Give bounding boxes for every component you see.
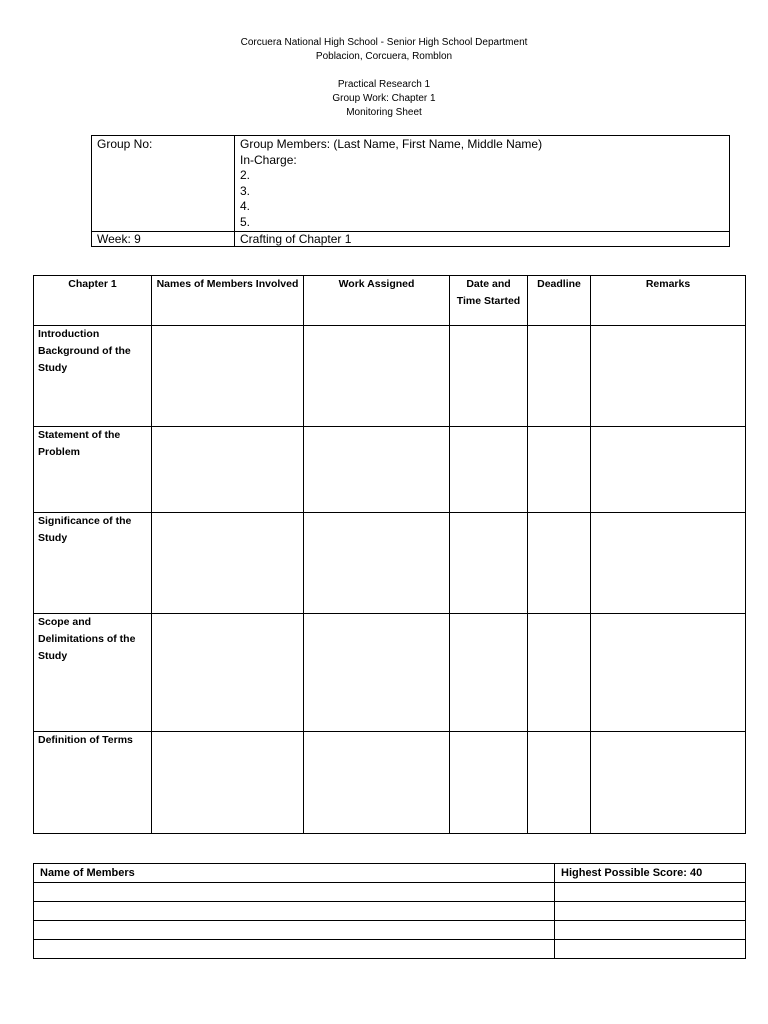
document-header [0,36,768,120]
cell-date[interactable] [450,326,528,427]
cell-work[interactable] [304,614,450,732]
task-cell [235,232,730,247]
member-name-cell[interactable] [34,940,555,959]
cell-work[interactable] [304,732,450,834]
group-work-title: Group Work: Chapter 1 [332,93,436,104]
header-remarks: Remarks [591,276,746,326]
cell-deadline[interactable] [528,513,591,614]
cell-members[interactable] [152,614,304,732]
group-members-label: Group Members: (Last Name, First Name, Middle Name) [240,137,543,151]
cell-deadline[interactable] [528,732,591,834]
table-row [34,940,746,959]
table-row [34,427,746,513]
cell-members[interactable] [152,732,304,834]
member-line-5: 5. [240,214,251,229]
chapter-table-header-row [34,276,746,326]
task-label: Crafting of Chapter 1 [240,232,352,246]
sheet-title: Monitoring Sheet [346,107,422,118]
group-info-table [91,135,730,247]
cell-deadline[interactable] [528,614,591,732]
member-name-cell[interactable] [34,921,555,940]
cell-members[interactable] [152,513,304,614]
member-score-cell[interactable] [555,902,746,921]
member-name-cell[interactable] [34,883,555,902]
header-work-assigned: Work Assigned [304,276,450,326]
group-no-label: Group No: [97,137,153,151]
header-date-time-started: Date and Time Started [450,276,528,326]
row-label-introduction: Introduction Background of the Study [34,326,152,427]
table-row [34,921,746,940]
group-members-cell[interactable] [235,136,730,232]
table-row [34,513,746,614]
header-deadline: Deadline [528,276,591,326]
name-of-members-header: Name of Members [34,864,555,883]
cell-members[interactable] [152,427,304,513]
group-no-cell[interactable] [92,136,235,232]
member-line-2: 2. [240,168,251,182]
member-line-3: 3. [240,183,251,198]
cell-remarks[interactable] [591,427,746,513]
week-cell [92,232,235,247]
members-score-table [33,863,746,959]
cell-members[interactable] [152,326,304,427]
cell-work[interactable] [304,513,450,614]
header-chapter: Chapter 1 [34,276,152,326]
cell-date[interactable] [450,427,528,513]
row-label-definition: Definition of Terms [34,732,152,834]
cell-remarks[interactable] [591,326,746,427]
week-label: Week: 9 [97,232,141,246]
row-label-statement: Statement of the Problem [34,427,152,513]
cell-date[interactable] [450,513,528,614]
cell-work[interactable] [304,326,450,427]
member-name-cell[interactable] [34,902,555,921]
member-line-in-charge: In-Charge: [240,152,297,167]
row-label-significance: Significance of the Study [34,513,152,614]
cell-remarks[interactable] [591,513,746,614]
highest-score-header: Highest Possible Score: 40 [555,864,746,883]
table-row [34,732,746,834]
cell-date[interactable] [450,614,528,732]
table-row [34,614,746,732]
cell-remarks[interactable] [591,614,746,732]
school-name: Corcuera National High School - Senior High School Department [240,37,528,48]
table-row [34,326,746,427]
member-score-cell[interactable] [555,940,746,959]
cell-deadline[interactable] [528,427,591,513]
cell-remarks[interactable] [591,732,746,834]
cell-date[interactable] [450,732,528,834]
table-row [34,883,746,902]
member-score-cell[interactable] [555,921,746,940]
table-row [34,902,746,921]
member-line-4: 4. [240,199,251,213]
header-names-of-members: Names of Members Involved [152,276,304,326]
subject-title: Practical Research 1 [337,79,431,90]
chapter-monitoring-table [33,275,746,834]
members-header-row [34,864,746,883]
school-address: Poblacion, Corcuera, Romblon [315,51,453,62]
member-score-cell[interactable] [555,883,746,902]
cell-work[interactable] [304,427,450,513]
row-label-scope: Scope and Delimitations of the Study [34,614,152,732]
cell-deadline[interactable] [528,326,591,427]
